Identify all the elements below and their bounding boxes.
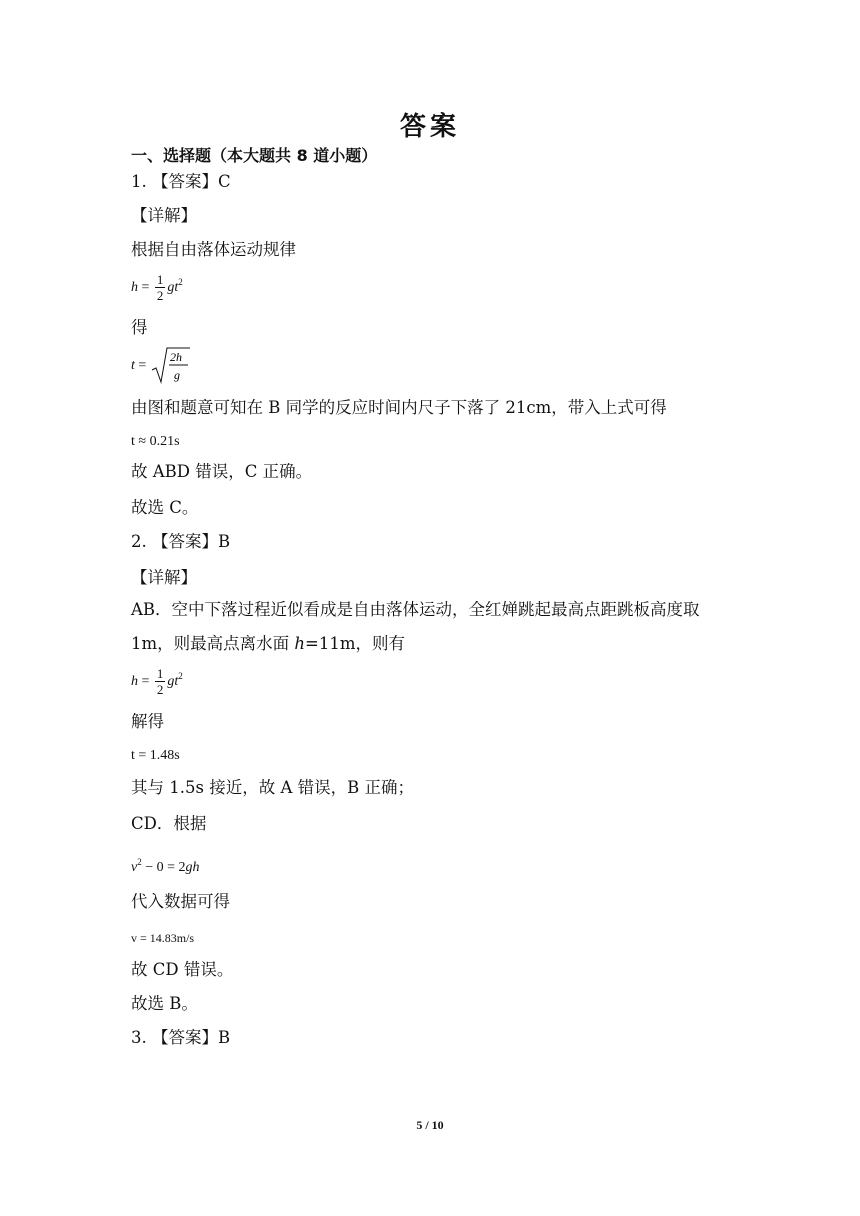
q2-text-4: 其与 1.5s 接近，故 A 错误，B 正确； <box>131 778 414 797</box>
formula-h-half-gt2-2: h = $\frac{1}{2}$ $gt^2$ <box>131 666 183 698</box>
q1-detail-label: 【详解】 <box>131 206 197 225</box>
q2-text-3: 解得 <box>131 712 164 731</box>
q1-text-2: 得 <box>131 318 148 337</box>
q2-result-v: v = 14.83m/s <box>131 931 195 945</box>
svg-text:2h: 2h <box>169 350 182 364</box>
q2-answer: 2. 【答案】B <box>131 532 231 551</box>
q1-text-3: 由图和题意可知在 B 同学的反应时间内尺子下落了 21cm，带入上式可得 <box>131 398 667 417</box>
q2-text-2 <box>131 634 405 654</box>
q2-result-t: t = 1.48s <box>131 748 180 763</box>
formula-h-half-gt2: h = $\frac{1}{2}$ $gt^2$ <box>131 272 183 304</box>
page-number: 5 / 10 <box>416 1118 444 1132</box>
section-heading: 一、选择题（本大题共 8 道小题） <box>131 146 378 165</box>
q2-text-6: 代入数据可得 <box>131 892 230 911</box>
q2-detail-label: 【详解】 <box>131 568 197 587</box>
q2-text-2a: 1m，则最高点离水面 <box>131 634 295 653</box>
page-title: 答案 <box>399 112 460 142</box>
formula-v2: $v^2 - 0 = 2gh$ <box>131 857 200 875</box>
q2-text-8: 故选 B。 <box>131 994 198 1013</box>
q1-result: t ≈ 0.21s <box>131 434 180 449</box>
q2-text-1: AB．空中下落过程近似看成是自由落体运动，全红婵跳起最高点距跳板高度取 <box>131 600 700 619</box>
q2-text-5: CD．根据 <box>131 814 207 833</box>
svg-text:g: g <box>173 368 180 382</box>
q2-text-2c: =11m，则有 <box>305 634 405 653</box>
q1-answer: 1. 【答案】C <box>131 172 231 191</box>
q2-text-7: 故 CD 错误。 <box>131 960 234 979</box>
q1-text-1: 根据自由落体运动规律 <box>131 240 296 259</box>
q1-text-5: 故选 C。 <box>131 498 199 517</box>
sqrt-icon <box>150 346 190 386</box>
q3-answer: 3. 【答案】B <box>131 1028 231 1047</box>
q2-text-2b: h <box>294 634 306 653</box>
q1-text-4: 故 ABD 错误，C 正确。 <box>131 462 313 481</box>
formula-t-sqrt: t = 2h g <box>131 346 190 386</box>
